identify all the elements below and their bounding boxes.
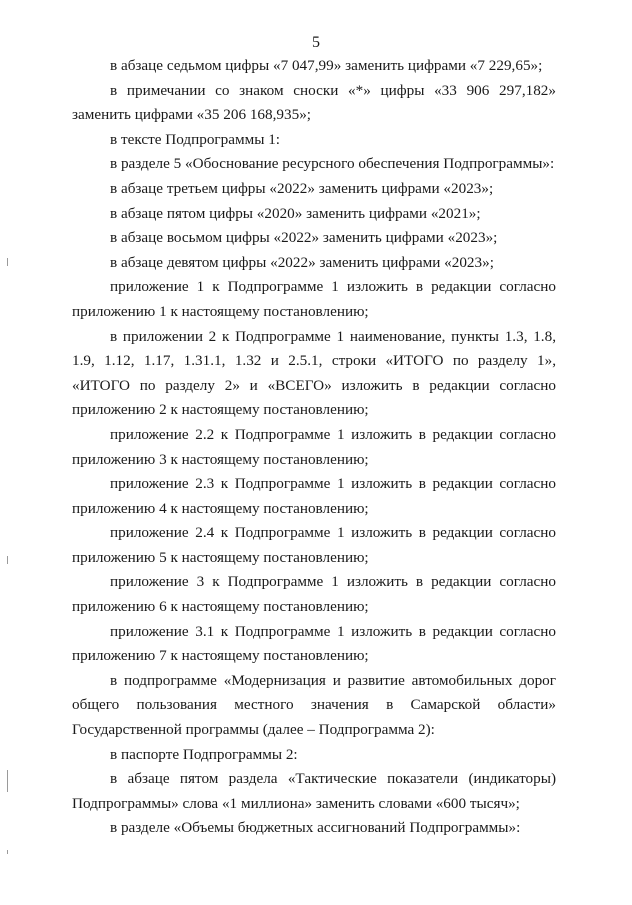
paragraph: в примечании со знаком сноски «*» цифры «33 906 297,182» заменить цифрами «35 206 168,935»; [72,81,556,124]
paragraph: в подпрограмме «Модернизация и развитие автомобильных дорог общего пользования местного значения в Самарской области» Государственной программы (далее – Подпрограмма 2): [72,671,556,739]
paragraph: в абзаце восьмом цифры «2022» заменить цифрами «2023»; [110,229,498,247]
paragraph: в абзаце пятом раздела «Тактические показатели (индикаторы) Подпрограммы» слова «1 миллиона» заменить словами «600 тысяч»; [72,770,556,812]
paragraph: в разделе 5 «Обоснование ресурсного обеспечения Подпрограммы»: [110,155,555,173]
paragraph: приложение 2.4 к Подпрограмме 1 изложить в редакции согласно приложению 5 к настоящему постановлению; [72,524,556,566]
paragraph: в тексте Подпрограммы 1: [110,130,281,148]
paragraph: в абзаце пятом цифры «2020» заменить цифрами «2021»; [110,204,481,222]
page-number: 5 [312,34,320,51]
paragraph: приложение 3 к Подпрограмме 1 изложить в редакции согласно приложению 6 к настоящему постановлению; [72,573,556,616]
scan-artifact [7,770,8,792]
paragraph: приложение 2.2 к Подпрограмме 1 изложить в редакции согласно приложению 3 к настоящему постановлению; [72,425,556,468]
paragraph: в приложении 2 к Подпрограмме 1 наименование, пункты 1.3, 1.8, 1.9, 1.12, 1.17, 1.31.1, 1.32 и 2.5.1, строки «ИТОГО по разделу 1», «ИТОГО по разделу 2» и «ВСЕГО» изложить в редакции согласно приложению 2 к настоящему постановлению; [72,327,556,419]
scan-artifact [7,556,8,564]
paragraph: приложение 1 к Подпрограмме 1 изложить в редакции согласно приложению 1 к настоящему постановлению; [72,278,556,320]
scan-artifact [7,258,8,266]
paragraph: приложение 3.1 к Подпрограмме 1 изложить в редакции согласно приложению 7 к настоящему постановлению; [72,622,556,665]
paragraph: в абзаце третьем цифры «2022» заменить цифрами «2023»; [110,179,494,197]
document-body [72,54,556,841]
scan-artifact [7,850,8,854]
paragraph: в абзаце седьмом цифры «7 047,99» заменить цифрами «7 229,65»; [110,57,543,74]
paragraph: приложение 2.3 к Подпрограмме 1 изложить в редакции согласно приложению 4 к настоящему постановлению; [72,475,556,517]
paragraph: в разделе «Объемы бюджетных ассигнований Подпрограммы»: [110,819,521,837]
paragraph: в паспорте Подпрограммы 2: [110,745,298,763]
paragraph: в абзаце девятом цифры «2022» заменить цифрами «2023»; [110,253,494,271]
